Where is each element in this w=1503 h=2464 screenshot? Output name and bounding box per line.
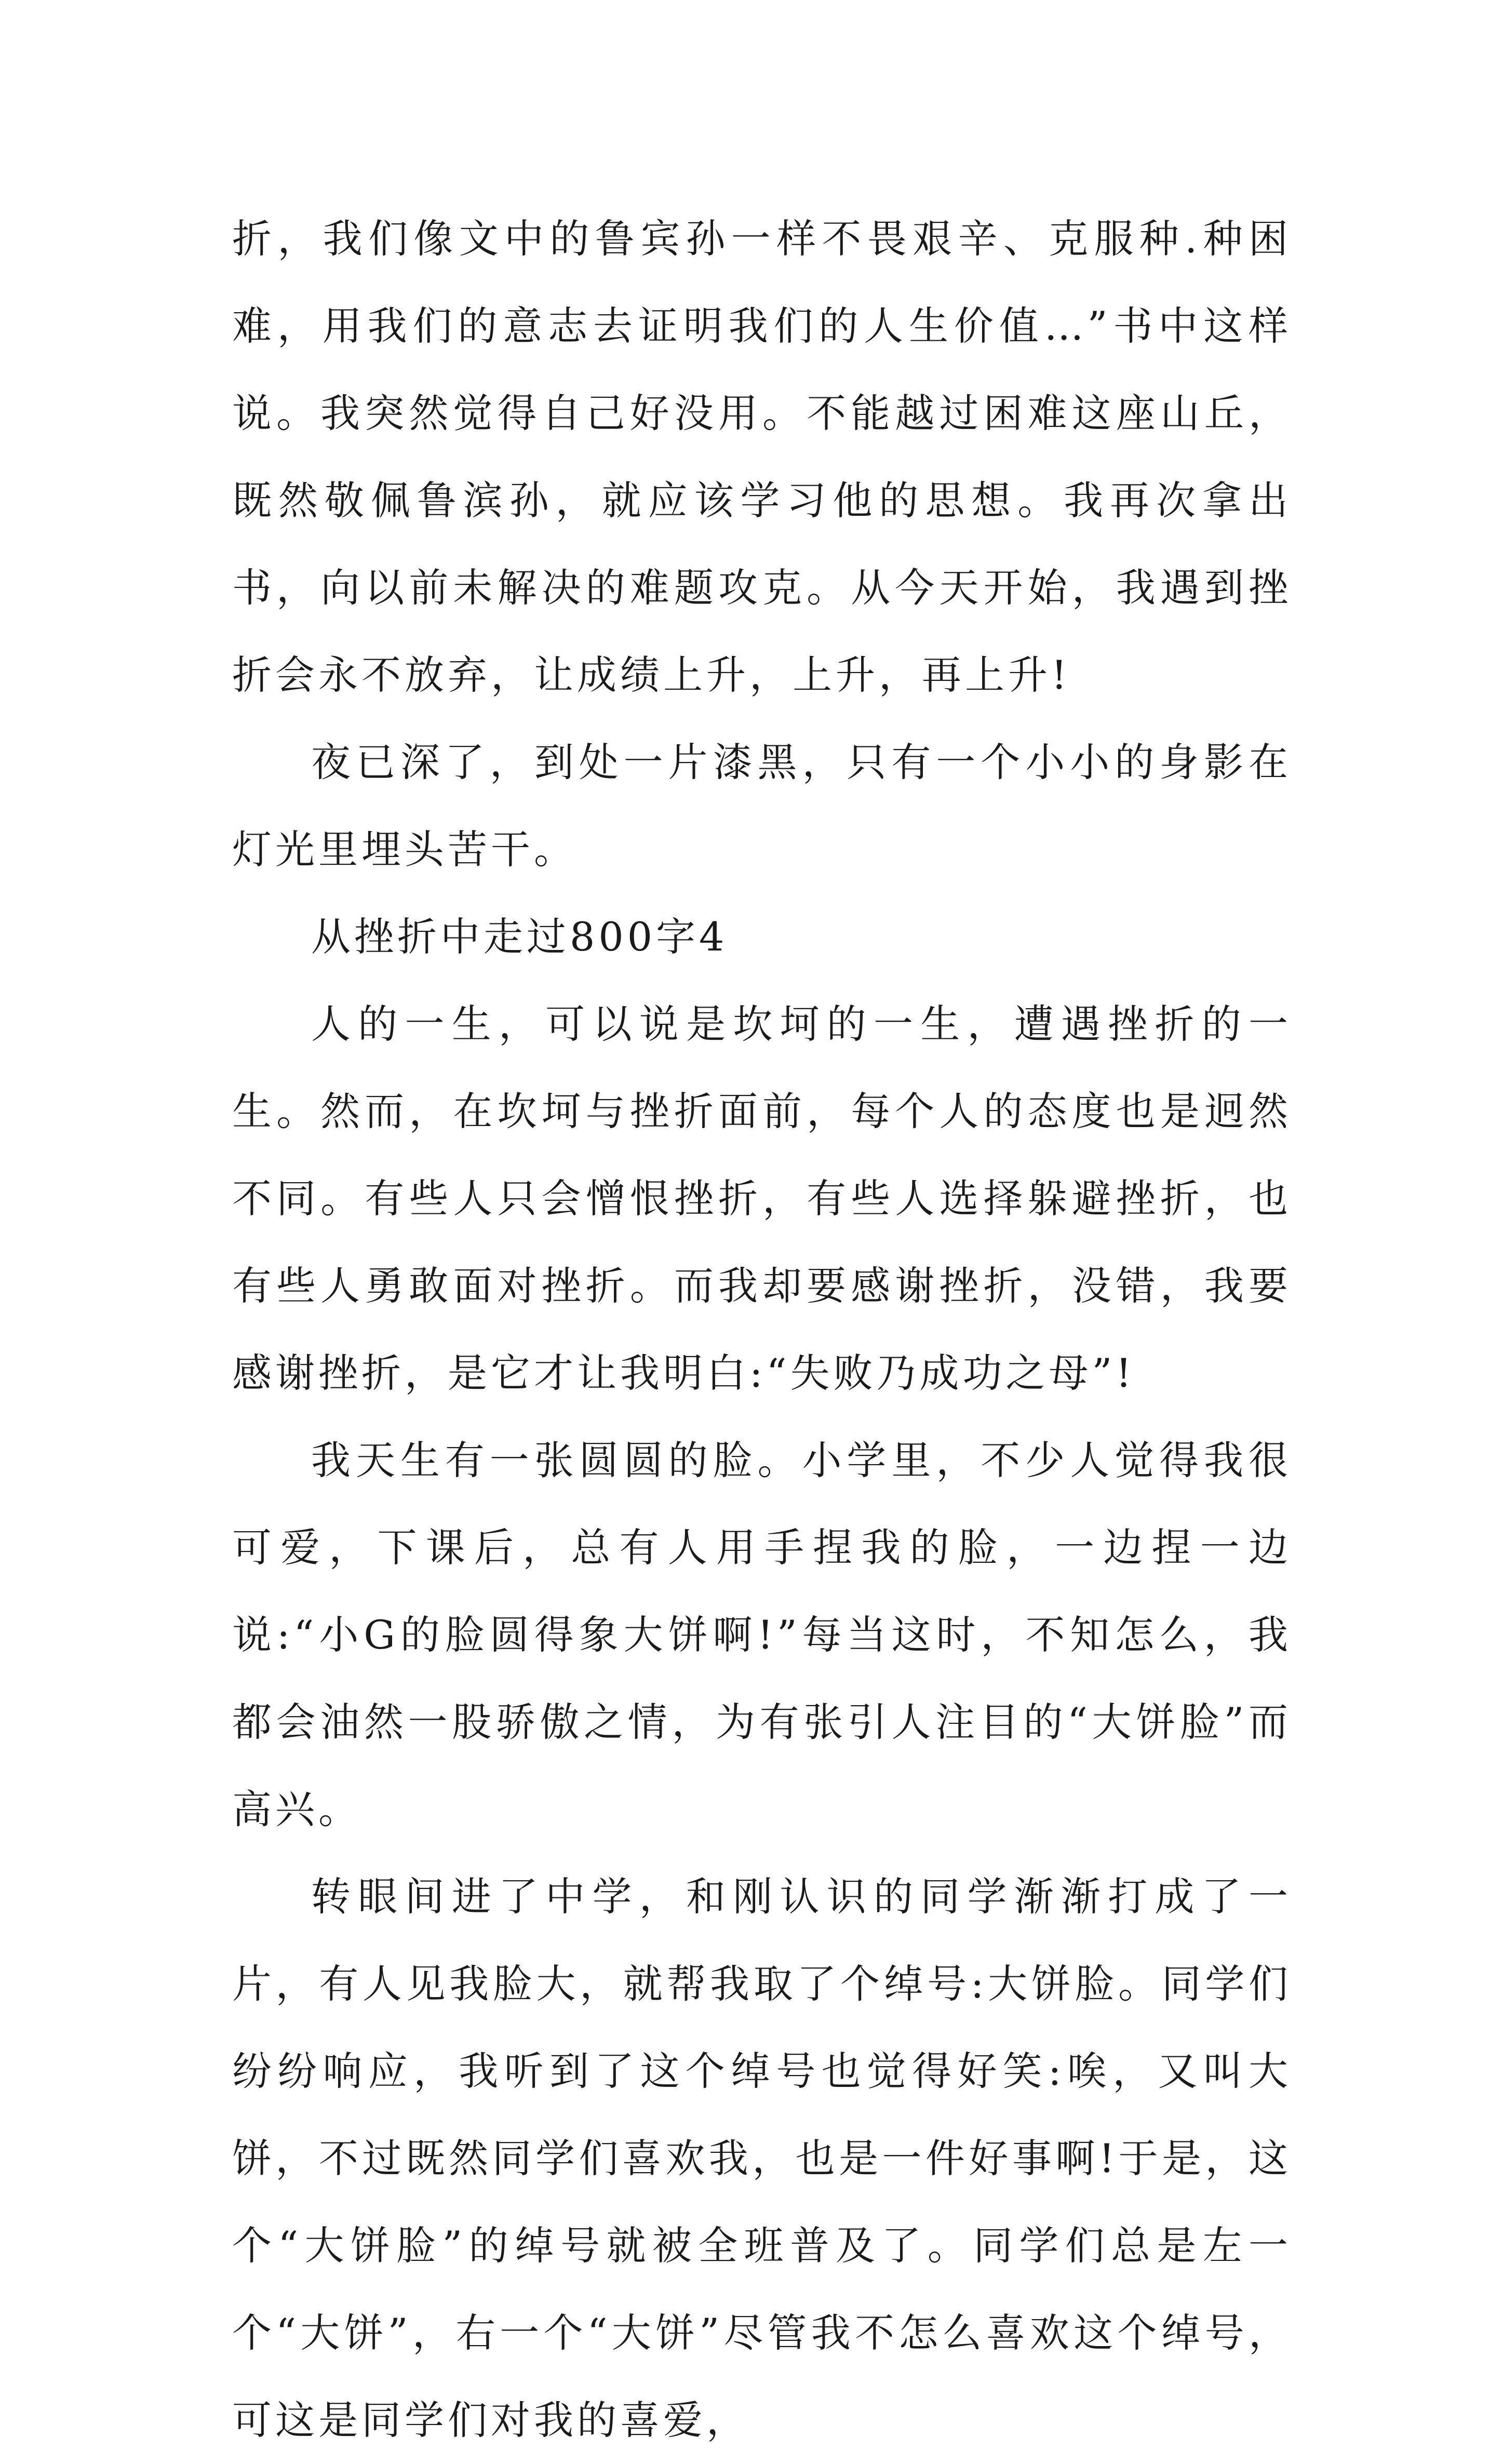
- paragraph-continued: 折，我们像文中的鲁宾孙一样不畏艰辛、克服种.种困难，用我们的意志去证明我们的人生价值…”书中这样说。我突然觉得自己好没用。不能越过困难这座山丘，既然敬佩鲁滨孙，就应该学习他的思想。我再次拿出书，向以前未解决的难题攻克。从今天开始，我遇到挫折会永不放弃，让成绩上升，上升，再上升!: [232, 216, 1292, 698]
- paragraph: 转眼间进了中学，和刚认识的同学渐渐打成了一片，有人见我脸大，就帮我取了个绰号:大饼脸。同学们纷纷响应，我听到了这个绰号也觉得好笑:唉，又叫大饼，不过既然同学们喜欢我，也是一件好事啊!于是，这个“大饼脸”的绰号就被全班普及了。同学们总是左一个“大饼”，右一个“大饼”尽管我不怎么喜欢这个绰号，可这是同学们对我的喜爱，: [232, 1873, 1292, 2443]
- paragraph: 人的一生，可以说是坎坷的一生，遭遇挫折的一生。然而，在坎坷与挫折面前，每个人的态度也是迥然不同。有些人只会憎恨挫折，有些人选择躲避挫折，也有些人勇敢面对挫折。而我却要感谢挫折，没错，我要感谢挫折，是它才让我明白:“失败乃成功之母”!: [232, 1001, 1292, 1396]
- paragraph: 夜已深了，到处一片漆黑，只有一个小小的身影在灯光里埋头苦干。: [232, 739, 1292, 873]
- document-body: [232, 195, 1292, 2464]
- section-heading: 从挫折中走过800字4: [311, 914, 728, 960]
- paragraph: 我天生有一张圆圆的脸。小学里，不少人觉得我很可爱，下课后，总有人用手捏我的脸，一边捏一边说:“小G的脸圆得象大饼啊!”每当这时，不知怎么，我都会油然一股骄傲之情，为有张引人注目的“大饼脸”而高兴。: [232, 1437, 1292, 1832]
